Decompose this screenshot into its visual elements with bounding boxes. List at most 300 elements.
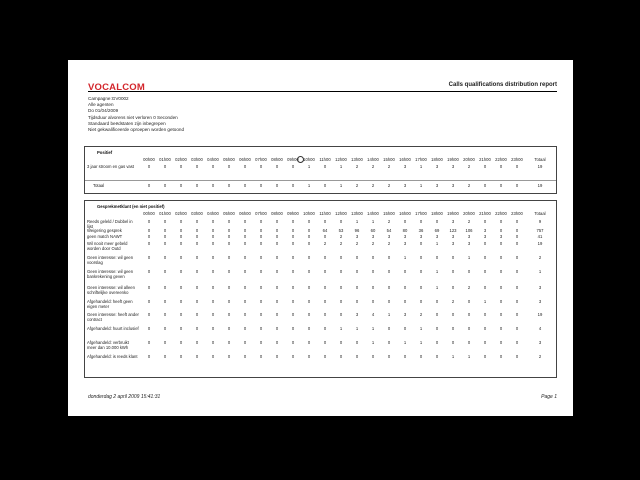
table-cell: 0 <box>163 228 167 233</box>
row-label: Afgehandeld: heeft geen eigen meter <box>87 299 133 309</box>
table-cell: 0 <box>211 354 215 359</box>
total-cell: 2 <box>371 183 375 188</box>
table-cell: 0 <box>163 299 167 304</box>
hour-header: 09h00 <box>287 157 299 162</box>
row-total: 9 <box>538 219 542 224</box>
table-cell: 0 <box>499 269 503 274</box>
table-cell: 0 <box>307 234 311 239</box>
hour-header: 20h00 <box>463 211 475 216</box>
table-cell: 0 <box>387 269 391 274</box>
table-cell: 0 <box>483 219 487 224</box>
table-cell: 0 <box>243 219 247 224</box>
meta-duration: Tijdsduur alvorens niet verloren 0 Seconden <box>88 114 178 120</box>
table-cell: 3 <box>451 241 455 246</box>
table-cell: 0 <box>147 354 151 359</box>
table-cell: 0 <box>515 354 519 359</box>
table-cell: 0 <box>419 269 423 274</box>
table-cell: 0 <box>323 312 327 317</box>
table-cell: 0 <box>211 299 215 304</box>
total-cell: 0 <box>515 183 519 188</box>
table-cell: 0 <box>195 164 199 169</box>
table-cell: 0 <box>339 312 343 317</box>
hour-header: 14h00 <box>367 211 379 216</box>
table-cell: 0 <box>467 340 471 345</box>
table-cell: 2 <box>371 241 375 246</box>
hour-header: 09h00 <box>287 211 299 216</box>
total-cell: 0 <box>499 183 503 188</box>
hour-header: 01h00 <box>159 157 171 162</box>
table-cell: 0 <box>323 164 327 169</box>
table-cell: 0 <box>163 269 167 274</box>
total-cell: 0 <box>163 183 167 188</box>
total-cell: 3 <box>435 183 439 188</box>
table-cell: 0 <box>291 219 295 224</box>
table-cell: 0 <box>307 228 311 233</box>
hour-header: 06h00 <box>239 157 251 162</box>
table-cell: 3 <box>387 234 391 239</box>
hour-header: 07h00 <box>255 211 267 216</box>
table-cell: 0 <box>179 241 183 246</box>
table-cell: 123 <box>449 228 457 233</box>
table-cell: 0 <box>307 312 311 317</box>
table-cell: 0 <box>195 285 199 290</box>
table-cell: 0 <box>307 241 311 246</box>
table-cell: 1 <box>371 340 375 345</box>
table-cell: 0 <box>355 299 359 304</box>
table-cell: 0 <box>179 269 183 274</box>
total-cell: 2 <box>355 183 359 188</box>
hour-header: 08h00 <box>271 211 283 216</box>
table-cell: 0 <box>371 354 375 359</box>
table-cell: 0 <box>211 269 215 274</box>
table-cell: 0 <box>211 241 215 246</box>
table-cell: 0 <box>403 219 407 224</box>
table-cell: 1 <box>355 219 359 224</box>
table-cell: 0 <box>419 285 423 290</box>
hour-header: 17h00 <box>415 211 427 216</box>
total-cell: 1 <box>339 183 343 188</box>
hour-header: 06h00 <box>239 211 251 216</box>
table-cell: 0 <box>435 326 439 331</box>
table-cell: 0 <box>403 299 407 304</box>
table-cell: 3 <box>467 234 471 239</box>
row-label: Geen interesse: wil geen bankrekening geven <box>87 269 134 279</box>
table-cell: 0 <box>483 269 487 274</box>
table-cell: 0 <box>483 255 487 260</box>
table-cell: 1 <box>483 299 487 304</box>
table-cell: 3 <box>403 234 407 239</box>
table-cell: 0 <box>163 241 167 246</box>
table-cell: 3 <box>483 234 487 239</box>
meta-campaign: Campagne:GV0002 <box>88 96 129 101</box>
hour-header: 00h00 <box>143 211 155 216</box>
table-cell: 0 <box>179 234 183 239</box>
table-cell: 0 <box>307 219 311 224</box>
table-cell: 1 <box>467 255 471 260</box>
table-cell: 36 <box>418 228 424 233</box>
table-cell: 1 <box>339 326 343 331</box>
table-cell: 0 <box>259 312 263 317</box>
meta-states: Standaard beëdstaten zijn inbegrepen <box>88 120 166 126</box>
table-cell: 0 <box>243 241 247 246</box>
hour-header: 04h00 <box>207 157 219 162</box>
table-cell: 0 <box>275 234 279 239</box>
table-cell: 0 <box>259 228 263 233</box>
table-cell: 0 <box>259 241 263 246</box>
table-cell: 0 <box>307 299 311 304</box>
row-label: Geen interesse: wil geen voorslag <box>87 255 134 265</box>
table-cell: 0 <box>259 234 263 239</box>
hour-header: 04h00 <box>207 211 219 216</box>
table-cell: 0 <box>163 285 167 290</box>
section-positive <box>84 146 557 194</box>
table-cell: 3 <box>499 234 503 239</box>
section-conversation <box>84 200 557 378</box>
table-cell: 0 <box>323 285 327 290</box>
table-cell: 80 <box>402 228 408 233</box>
table-cell: 0 <box>419 255 423 260</box>
report-meta <box>88 96 184 133</box>
hour-header: 14h00 <box>367 157 379 162</box>
hour-header: 17h00 <box>415 157 427 162</box>
table-cell: 0 <box>323 255 327 260</box>
table-cell: 0 <box>147 299 151 304</box>
table-cell: 0 <box>435 340 439 345</box>
table-cell: 0 <box>243 255 247 260</box>
table-cell: 0 <box>195 312 199 317</box>
table-cell: 0 <box>291 354 295 359</box>
row-total: 1 <box>538 269 542 274</box>
row-total: 3 <box>538 340 542 345</box>
table-cell: 2 <box>467 219 471 224</box>
table-cell: 2 <box>467 164 471 169</box>
hour-header: 03h00 <box>191 157 203 162</box>
table-cell: 0 <box>275 326 279 331</box>
table-cell: 0 <box>371 269 375 274</box>
table-cell: 0 <box>403 326 407 331</box>
table-cell: 0 <box>211 326 215 331</box>
table-cell: 106 <box>465 228 473 233</box>
hour-header: 11h00 <box>319 157 331 162</box>
table-cell: 0 <box>275 340 279 345</box>
table-cell: 0 <box>211 219 215 224</box>
table-cell: 0 <box>339 255 343 260</box>
table-cell: 0 <box>467 326 471 331</box>
table-cell: 69 <box>434 228 440 233</box>
row-total: 2 <box>538 255 542 260</box>
section-title: Positief <box>97 150 113 155</box>
table-cell: 0 <box>451 255 455 260</box>
report-page <box>68 60 573 416</box>
table-cell: 0 <box>195 354 199 359</box>
total-cell: 0 <box>179 183 183 188</box>
table-cell: 0 <box>147 219 151 224</box>
table-cell: 0 <box>323 340 327 345</box>
table-cell: 0 <box>419 299 423 304</box>
table-cell: 0 <box>499 219 503 224</box>
table-cell: 0 <box>275 285 279 290</box>
hour-header: 03h00 <box>191 211 203 216</box>
table-cell: 0 <box>515 241 519 246</box>
table-cell: 0 <box>307 326 311 331</box>
table-cell: 3 <box>483 228 487 233</box>
hour-header: 15h00 <box>383 157 395 162</box>
table-cell: 3 <box>355 234 359 239</box>
table-cell: 0 <box>291 269 295 274</box>
table-cell: 0 <box>291 312 295 317</box>
table-cell: 0 <box>499 285 503 290</box>
table-cell: 0 <box>323 219 327 224</box>
table-cell: 0 <box>259 269 263 274</box>
hour-header: 18h00 <box>431 157 443 162</box>
total-divider <box>85 180 556 181</box>
table-cell: 0 <box>275 228 279 233</box>
table-cell: 0 <box>179 228 183 233</box>
table-cell: 0 <box>515 269 519 274</box>
hour-header: 18h00 <box>431 211 443 216</box>
table-cell: 0 <box>515 299 519 304</box>
table-cell: 1 <box>371 219 375 224</box>
table-cell: 0 <box>259 164 263 169</box>
header-divider <box>88 91 557 92</box>
meta-agents: Alle agenten <box>88 102 114 108</box>
table-cell: 0 <box>195 269 199 274</box>
table-cell: 0 <box>371 255 375 260</box>
table-cell: 3 <box>371 234 375 239</box>
table-cell: 0 <box>515 255 519 260</box>
row-total: 19 <box>537 312 543 317</box>
hour-header: 20h00 <box>463 157 475 162</box>
table-cell: 4 <box>371 312 375 317</box>
table-cell: 0 <box>227 234 231 239</box>
footer-page-number: Page 1 <box>541 394 557 400</box>
table-cell: 0 <box>259 299 263 304</box>
row-total: 41 <box>537 234 543 239</box>
table-cell: 0 <box>259 326 263 331</box>
table-cell: 0 <box>451 285 455 290</box>
section-title: Gesprekmetklant (en niet positief) <box>97 204 165 209</box>
table-cell: 0 <box>291 164 295 169</box>
table-cell: 0 <box>403 354 407 359</box>
total-cell: 0 <box>483 183 487 188</box>
table-cell: 0 <box>355 340 359 345</box>
table-cell: 0 <box>147 164 151 169</box>
table-cell: 0 <box>467 269 471 274</box>
table-cell: 2 <box>355 164 359 169</box>
total-cell: 2 <box>387 183 391 188</box>
row-total: 2 <box>538 354 542 359</box>
total-cell: 3 <box>403 183 407 188</box>
table-cell: 0 <box>195 241 199 246</box>
row-label: Weigering gesprek <box>87 228 122 233</box>
table-cell: 0 <box>355 255 359 260</box>
table-cell: 0 <box>291 326 295 331</box>
total-cell: 0 <box>211 183 215 188</box>
table-cell: 0 <box>515 219 519 224</box>
table-cell: 0 <box>387 285 391 290</box>
table-cell: 0 <box>499 326 503 331</box>
table-cell: 1 <box>435 269 439 274</box>
table-cell: 3 <box>403 312 407 317</box>
table-cell: 0 <box>435 255 439 260</box>
table-cell: 0 <box>403 269 407 274</box>
table-cell: 0 <box>227 285 231 290</box>
table-cell: 0 <box>355 285 359 290</box>
table-cell: 0 <box>275 219 279 224</box>
table-cell: 0 <box>451 269 455 274</box>
table-cell: 0 <box>419 354 423 359</box>
table-cell: 0 <box>211 164 215 169</box>
table-cell: 0 <box>499 340 503 345</box>
table-cell: 0 <box>243 234 247 239</box>
table-cell: 0 <box>339 269 343 274</box>
table-cell: 2 <box>339 241 343 246</box>
table-cell: 0 <box>339 340 343 345</box>
table-cell: 54 <box>386 228 392 233</box>
table-cell: 0 <box>243 326 247 331</box>
table-cell: 3 <box>355 312 359 317</box>
table-cell: 3 <box>435 164 439 169</box>
table-cell: 0 <box>243 228 247 233</box>
table-cell: 0 <box>499 164 503 169</box>
total-row-label: Totaal <box>93 183 105 188</box>
table-cell: 1 <box>467 354 471 359</box>
table-cell: 0 <box>355 269 359 274</box>
table-cell: 0 <box>275 299 279 304</box>
meta-unqualified: Niet gekwalificeerde oproepen worden getoond <box>88 127 185 133</box>
total-cell: 0 <box>323 183 327 188</box>
table-cell: 2 <box>387 219 391 224</box>
table-cell: 0 <box>147 326 151 331</box>
table-cell: 0 <box>291 228 295 233</box>
table-cell: 60 <box>370 228 376 233</box>
table-cell: 0 <box>163 340 167 345</box>
vocalcom-logo: VOCALCOM <box>88 82 146 93</box>
table-cell: 0 <box>483 285 487 290</box>
total-cell: 0 <box>243 183 247 188</box>
table-cell: 1 <box>403 340 407 345</box>
table-cell: 0 <box>227 269 231 274</box>
table-cell: 0 <box>227 340 231 345</box>
table-cell: 0 <box>259 340 263 345</box>
table-cell: 3 <box>467 241 471 246</box>
row-label: Afgehandeld: is reeds klant <box>87 354 138 359</box>
hour-header: 15h00 <box>383 211 395 216</box>
table-cell: 0 <box>483 241 487 246</box>
table-cell: 0 <box>355 354 359 359</box>
table-cell: 0 <box>339 354 343 359</box>
table-cell: 0 <box>195 326 199 331</box>
table-cell: 0 <box>147 269 151 274</box>
table-cell: 0 <box>307 269 311 274</box>
table-cell: 1 <box>355 326 359 331</box>
table-cell: 0 <box>179 219 183 224</box>
table-cell: 0 <box>211 234 215 239</box>
table-cell: 0 <box>259 285 263 290</box>
total-header: Totaal <box>534 157 546 162</box>
table-cell: 3 <box>451 234 455 239</box>
total-cell: 1 <box>307 183 311 188</box>
table-cell: 0 <box>339 299 343 304</box>
table-cell: 0 <box>195 299 199 304</box>
table-cell: 0 <box>243 312 247 317</box>
table-cell: 0 <box>243 164 247 169</box>
hour-header: 12h00 <box>335 211 347 216</box>
table-cell: 1 <box>419 164 423 169</box>
table-cell: 0 <box>483 312 487 317</box>
table-cell: 2 <box>451 299 455 304</box>
table-cell: 0 <box>227 354 231 359</box>
table-cell: 0 <box>211 312 215 317</box>
hour-header: 08h00 <box>271 157 283 162</box>
hour-header: 05h00 <box>223 157 235 162</box>
total-cell: 0 <box>195 183 199 188</box>
hour-header: 22h00 <box>495 211 507 216</box>
hour-header: 23h00 <box>511 157 523 162</box>
table-cell: 0 <box>307 354 311 359</box>
row-label: Afgehandeld: verbruikt meer dan 10.000 kWh <box>87 340 129 350</box>
table-cell: 0 <box>259 354 263 359</box>
table-cell: 0 <box>227 228 231 233</box>
total-cell: 3 <box>451 183 455 188</box>
hour-header: 13h00 <box>351 211 363 216</box>
hour-header: 02h00 <box>175 211 187 216</box>
table-cell: 0 <box>323 234 327 239</box>
table-cell: 0 <box>275 354 279 359</box>
total-cell: 2 <box>467 183 471 188</box>
table-cell: 0 <box>323 326 327 331</box>
total-cell: 0 <box>227 183 231 188</box>
table-cell: 0 <box>243 285 247 290</box>
table-cell: 3 <box>403 164 407 169</box>
mouse-cursor-icon <box>297 156 304 163</box>
table-cell: 0 <box>419 241 423 246</box>
table-cell: 0 <box>339 219 343 224</box>
hour-header: 11h00 <box>319 211 331 216</box>
table-cell: 0 <box>291 340 295 345</box>
meta-date: Do 01/04/2009 <box>88 108 119 114</box>
table-cell: 0 <box>163 354 167 359</box>
table-cell: 0 <box>147 340 151 345</box>
table-cell: 0 <box>419 219 423 224</box>
table-cell: 0 <box>243 354 247 359</box>
hour-header: 16h00 <box>399 157 411 162</box>
table-cell: 0 <box>467 312 471 317</box>
table-cell: 0 <box>387 354 391 359</box>
table-cell: 0 <box>451 312 455 317</box>
table-cell: 0 <box>147 312 151 317</box>
total-cell: 0 <box>147 183 151 188</box>
table-cell: 1 <box>403 255 407 260</box>
report-title: Calls qualifications distribution report <box>448 82 557 88</box>
table-cell: 0 <box>499 354 503 359</box>
table-cell: 0 <box>179 285 183 290</box>
table-cell: 0 <box>499 255 503 260</box>
row-total: 757 <box>536 228 544 233</box>
table-cell: 0 <box>243 340 247 345</box>
table-cell: 0 <box>291 285 295 290</box>
table-cell: 0 <box>163 234 167 239</box>
table-cell: 0 <box>515 164 519 169</box>
table-cell: 0 <box>451 326 455 331</box>
table-cell: 0 <box>483 326 487 331</box>
table-cell: 0 <box>483 164 487 169</box>
table-cell: 0 <box>291 241 295 246</box>
table-cell: 0 <box>307 285 311 290</box>
table-cell: 0 <box>499 299 503 304</box>
table-cell: 0 <box>179 326 183 331</box>
table-cell: 0 <box>195 340 199 345</box>
